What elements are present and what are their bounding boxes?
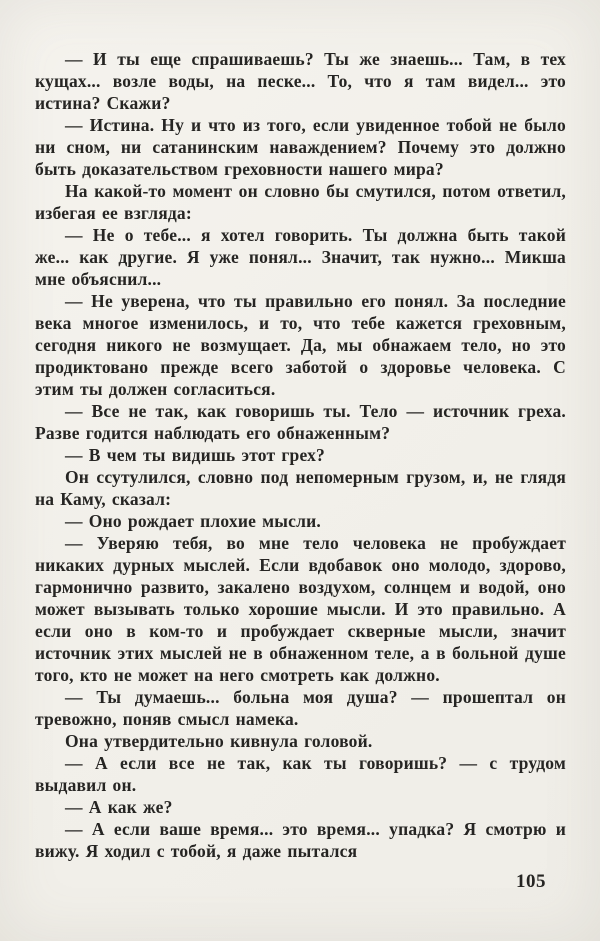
- paragraph: — Уверяю тебя, во мне тело человека не пробуждает никаких дурных мыслей. Если вдобавок оно молодо, здорово, гармонично развито, закалено воздухом, солнцем и водой, оно может вызывать только хорошие мысли. И это правильно. А если оно в ком-то и пробуждает скверные мысли, значит источник этих мыслей не в обнаженном теле, а в больной душе того, кто не может на него смотреть как должно.: [35, 533, 566, 685]
- paragraph: — Оно рождает плохие мысли.: [65, 511, 321, 531]
- paragraph: — А если ваше время... это время... упадка? Я смотрю и вижу. Я ходил с тобой, я даже пытался: [35, 819, 566, 861]
- paragraph: Она утвердительно кивнула головой.: [65, 731, 373, 751]
- paragraph: — Ты думаешь... больна моя душа? — прошептал он тревожно, поняв смысл намека.: [35, 687, 566, 729]
- paragraph: — В чем ты видишь этот грех?: [65, 445, 325, 465]
- page-text-block: [35, 48, 566, 862]
- paragraph: На какой-то момент он словно бы смутился, потом ответил, избегая ее взгляда:: [35, 181, 566, 223]
- paragraph: — А если все не так, как ты говоришь? — с трудом выдавил он.: [35, 753, 566, 795]
- paragraph: — Истина. Ну и что из того, если увиденное тобой не было ни сном, ни сатанинским наваждением? Почему это должно быть доказательством греховности нашего мира?: [35, 115, 566, 179]
- page-number: 105: [516, 871, 546, 892]
- paragraph: Он ссутулился, словно под непомерным грузом, и, не глядя на Каму, сказал:: [35, 467, 566, 509]
- paragraph: — И ты еще спрашиваешь? Ты же знаешь... Там, в тех кущах... возле воды, на песке... То, что я там видел... это истина? Скажи?: [35, 49, 566, 113]
- paragraph: — Не о тебе... я хотел говорить. Ты должна быть такой же... как другие. Я уже понял... Значит, так нужно... Микша мне объяснил...: [35, 225, 566, 289]
- paragraph: — А как же?: [65, 797, 173, 817]
- paragraph: — Все не так, как говоришь ты. Тело — источник греха. Разве годится наблюдать его обнаженным?: [35, 401, 566, 443]
- paragraph: — Не уверена, что ты правильно его понял. За последние века многое изменилось, и то, что тебе кажется греховным, сегодня никого не возмущает. Да, мы обнажаем тело, но это продиктовано прежде всего заботой о здоровье человека. С этим ты должен согласиться.: [35, 291, 566, 399]
